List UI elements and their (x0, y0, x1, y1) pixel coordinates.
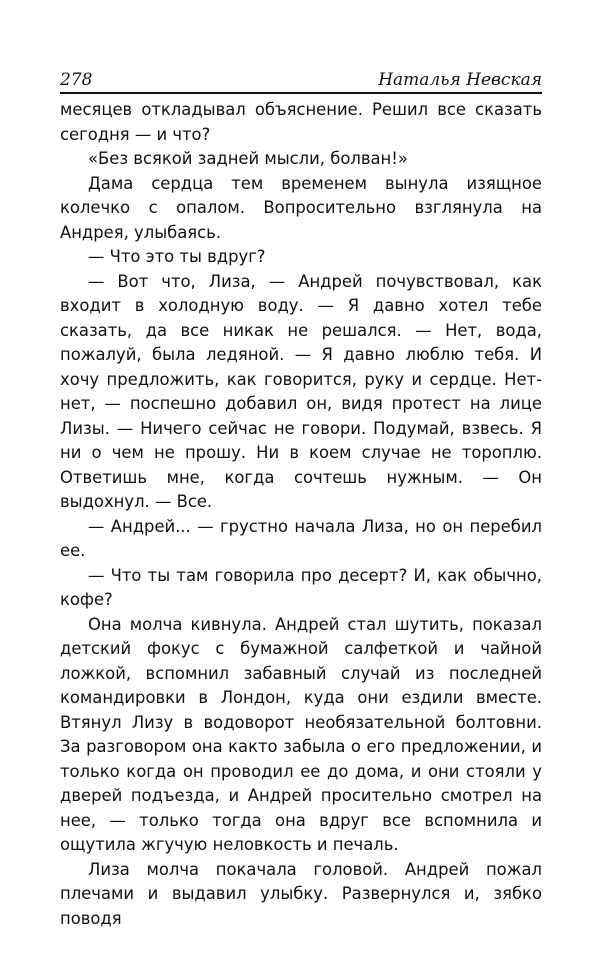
author-name: Наталья Невская (378, 70, 542, 90)
paragraph: — Вот что, Лиза, — Андрей почувствовал, как входит в холодную воду. — Я давно хотел тебе сказать, да все никак не решался. — Нет, вода, пожалуй, была ледяной. — Я давно люблю тебя. И хочу предложить, как говорится, руку и сердце. Нет-нет, — поспешно добавил он, видя протест на лице Лизы. — Ничего сейчас не говори. Подумай, взвесь. Я ни о чем не прошу. Ни в коем случае не тороплю. Ответишь мне, когда сочтешь нужным. — Он выдохнул. — Все. (60, 271, 542, 511)
paragraph: — Что ты там говорила про десерт? И, как обычно, кофе? (60, 565, 542, 609)
paragraph: месяцев откладывал объяснение. Решил все сказать сегодня — и что? (60, 100, 542, 144)
paragraph: Она молча кивнула. Андрей стал шутить, показал детский фокус с бумажной салфеткой и чайной ложкой, вспомнил забавный случай из последней командировки в Лондон, куда они ездили вместе. Втянул Лизу в водоворот необязательной болтовни. За разговором она както забыла о его предложении, и только когда он проводил ее до дома, и они стояли у дверей подъезда, и Андрей просительно смотрел на нее, — только тогда она вдруг все вспомнила и ощутила жгучую неловкость и печаль. (60, 614, 542, 854)
paragraph: Лиза молча покачала головой. Андрей пожал плечами и выдавил улыбку. Развернулся и, зябко поводя (60, 859, 542, 928)
paragraph: «Без всякой задней мысли, болван!» (88, 149, 408, 168)
page-number: 278 (60, 70, 93, 90)
paragraph: — Что это ты вдруг? (88, 247, 266, 266)
paragraph: Дама сердца тем временем вынула изящное колечко с опалом. Вопросительно взглянула на Андрея, улыбаясь. (60, 173, 542, 242)
running-header (60, 70, 542, 94)
body-text (60, 98, 542, 931)
paragraph: — Андрей... — грустно начала Лиза, но он перебил ее. (60, 516, 542, 560)
